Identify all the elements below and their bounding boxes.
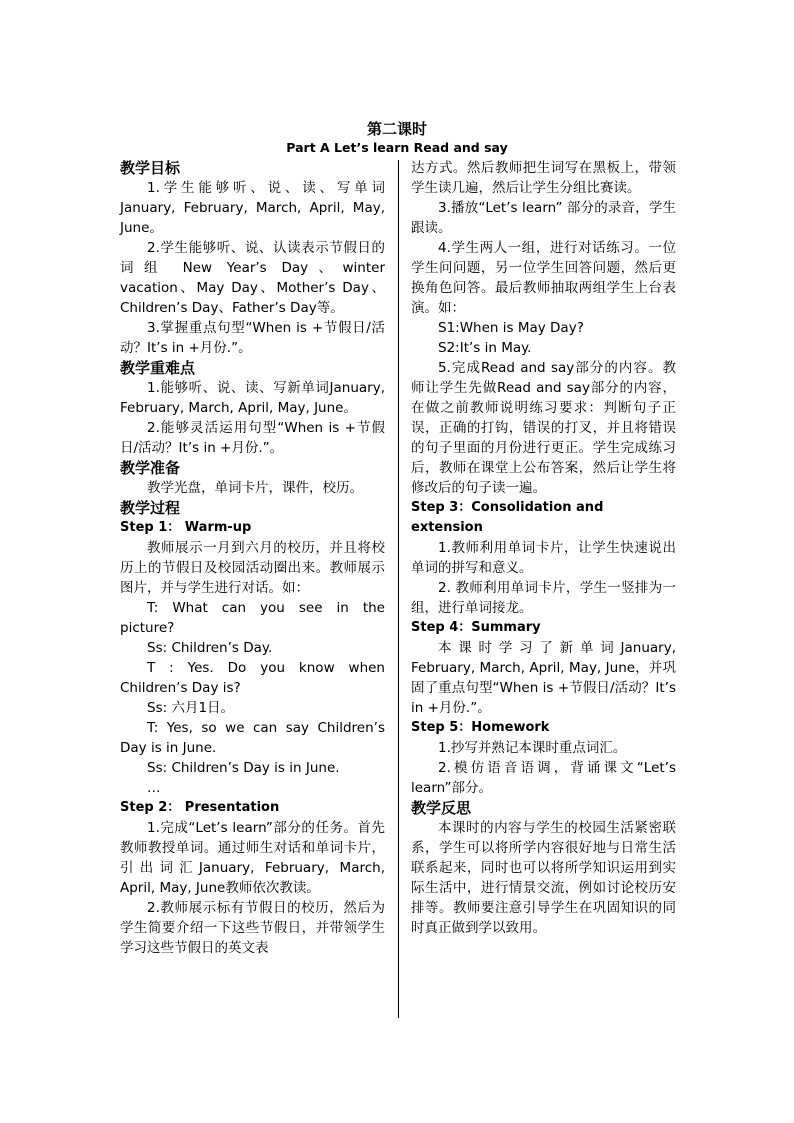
goal-1: 1.学生能够听、说、读、写单词January, February, March, April, May, June。 xyxy=(120,180,385,236)
dialogue-line: S1:When is May Day? xyxy=(438,320,584,336)
step-2-paragraph-5: 5.完成Read and say部分的内容。教师让学生先做Read and say部分的内容，在做之前教师说明练习要求：判断句子正误，正确的打钩，错误的打叉，并且将错误的句子里面的月份进行更正。学生完成练习后，教师在课堂上公布答案，然后让学生将修改后的句子读一遍。 xyxy=(411,360,676,496)
goal-3: 3.掌握重点句型“When is +节假日/活动？It’s in +月份.”。 xyxy=(120,320,385,356)
goal-2: 2.学生能够听、说、认读表示节假日的词组 New Year’s Day、winter vacation、May Day、Mother’s Day、Children’s Day、Father’s Day等。 xyxy=(120,240,385,316)
preparation-text: 教学光盘，单词卡片，课件，校历。 xyxy=(147,480,363,496)
section-heading-reflection: 教学反思 xyxy=(411,799,472,817)
section-heading-key-points: 教学重难点 xyxy=(120,359,196,377)
section-heading-preparation: 教学准备 xyxy=(120,459,181,477)
section-heading-process: 教学过程 xyxy=(120,499,181,517)
page-title: 第二课时 xyxy=(366,120,427,138)
step-1-heading: Step 1： Warm-up xyxy=(120,520,252,535)
reflection-paragraph: 本课时的内容与学生的校园生活紧密联系，学生可以将所学内容很好地与日常生活联系起来，同时也可以将所学知识运用到实际生活中，进行情景交流，例如讨论校历安排等。教师要注意引导学生在巩固知识的同时真正做到学以致用。 xyxy=(411,820,676,936)
step-4-heading: Step 4：Summary xyxy=(411,620,541,635)
dialogue-line: Ss: Children’s Day. xyxy=(147,640,273,656)
step-3-paragraph-1: 1.教师利用单词卡片，让学生快速说出单词的拼写和意义。 xyxy=(411,540,676,576)
dialogue-ellipsis: … xyxy=(147,780,161,796)
step-5-heading: Step 5：Homework xyxy=(411,720,550,735)
dialogue-line: Ss: 六月1日。 xyxy=(147,700,235,716)
section-heading-goals: 教学目标 xyxy=(120,159,181,177)
dialogue-line: T: What can you see in the picture? xyxy=(120,600,385,636)
step-2-heading: Step 2： Presentation xyxy=(120,800,280,815)
dialogue-line: T : Yes. Do you know when Children’s Day is? xyxy=(120,660,385,696)
step-3-paragraph-2: 2. 教师利用单词卡片，学生一竖排为一组，进行单词接龙。 xyxy=(411,580,676,616)
step-2-paragraph-2: 2.教师展示标有节假日的校历，然后为学生简要介绍一下这些节假日，并带领学生学习这些节假日的英文表 xyxy=(120,900,385,956)
column-divider xyxy=(398,160,399,1018)
step-3-heading: Step 3：Consolidation and extension xyxy=(411,500,604,535)
dialogue-line: Ss: Children’s Day is in June. xyxy=(147,760,340,776)
step-1-paragraph: 教师展示一月到六月的校历，并且将校历上的节假日及校园活动圈出来。教师展示图片，并与学生进行对话。如： xyxy=(120,540,385,596)
right-column xyxy=(411,158,676,938)
dialogue-line: S2:It’s in May. xyxy=(438,340,532,356)
page-subtitle: Part A Let’s learn Read and say xyxy=(286,140,508,155)
step-2-paragraph-1: 1.完成“Let’s learn”部分的任务。首先教师教授单词。通过师生对话和单词卡片，引出词汇January, February, March, April, May, June教师依次教读。 xyxy=(120,820,385,896)
key-point-2: 2.能够灵活运用句型“When is +节假日/活动？It’s in +月份.”。 xyxy=(120,420,385,456)
left-column xyxy=(120,158,385,958)
step-4-paragraph: 本课时学习了新单词January, February, March, April, May, June，并巩固了重点句型“When is +节假日/活动？It’s in +月份.”。 xyxy=(411,640,676,716)
key-point-1: 1.能够听、说、读、写新单词January, February, March, April, May, June。 xyxy=(120,380,385,416)
dialogue-line: T: Yes, so we can say Children’s Day is in June. xyxy=(120,720,385,756)
step-2-continued: 达方式。然后教师把生词写在黑板上，带领学生读几遍，然后让学生分组比赛读。 xyxy=(411,160,676,196)
step-5-paragraph-2: 2.模仿语音语调，背诵课文“Let’s learn”部分。 xyxy=(411,760,676,796)
step-2-paragraph-4: 4.学生两人一组，进行对话练习。一位学生问问题，另一位学生回答问题，然后更换角色问答。最后教师抽取两组学生上台表演。如： xyxy=(411,240,676,316)
step-5-paragraph-1: 1.抄写并熟记本课时重点词汇。 xyxy=(438,740,627,756)
step-2-paragraph-3: 3.播放“Let’s learn” 部分的录音，学生跟读。 xyxy=(411,200,676,236)
